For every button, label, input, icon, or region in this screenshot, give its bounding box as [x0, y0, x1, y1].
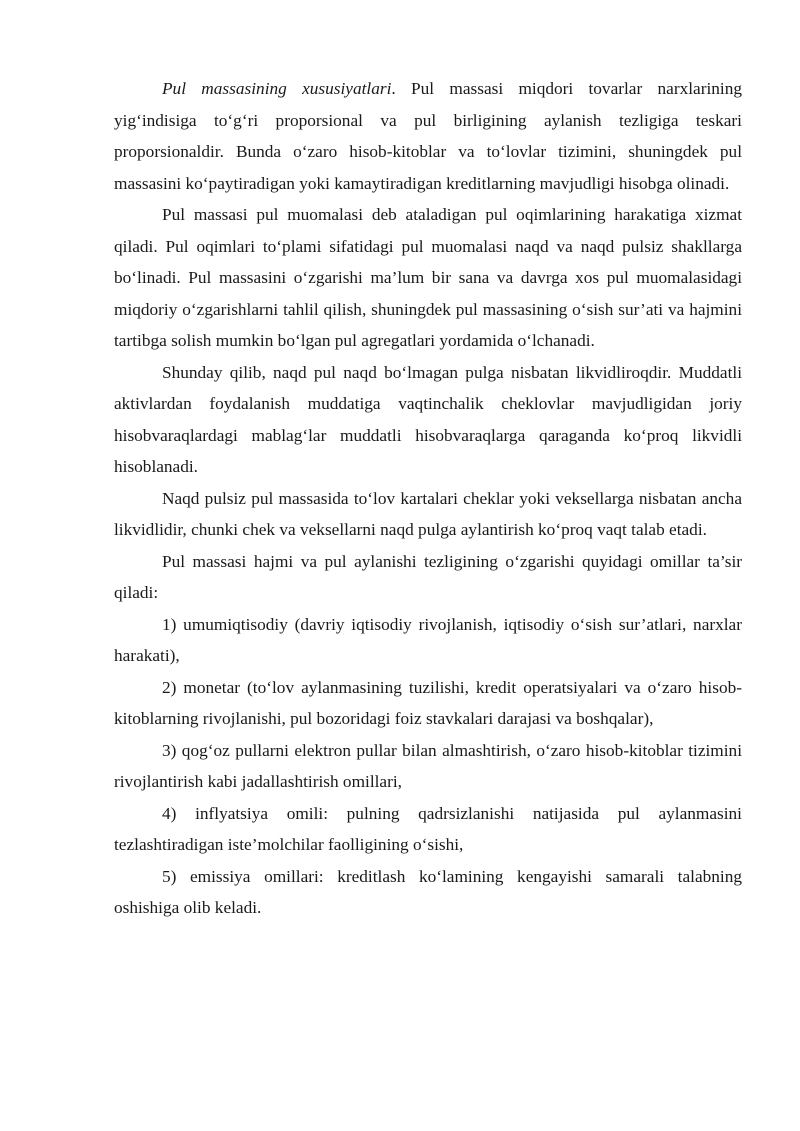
paragraph-pul-massasining-xususiyatlari [114, 73, 742, 199]
paragraph-pul-muomalasi: Pul massasi pul muomalasi deb ataladigan pul oqimlarining harakatiga xizmat qiladi. Pul oqimlari to‘plami sifatidagi pul muomalasi naqd va naqd pulsiz shakllarga bo‘linadi. Pul massasini o‘zgarishi ma’lum bir sana va davrga xos pul muomalasidagi miqdoriy o‘zgarishlarni tahlil qilish, shuningdek pul massasining o‘sish sur’ati va hajmini tartibga solish mumkin bo‘lgan pul agregatlari yordamida o‘lchanadi. [114, 205, 742, 350]
paragraph-text: . Pul massasi miqdori tovarlar narxlarining yig‘indisiga to‘g‘ri proporsional va pul birligining aylanish tezligiga teskari proporsionaldir. Bunda o‘zaro hisob-kitoblar va to‘lovlar tizimini, shuningdek pul massasini ko‘paytiradigan yoki kamaytiradigan kreditlarning mavjudligi hisobga olinadi. [114, 79, 742, 193]
list-item-5: 5) emissiya omillari: kreditlash ko‘lamining kengayishi samarali talabning oshishiga olib keladi. [114, 866, 742, 917]
paragraph-lead-italic: Pul massasining xususiyatlari [162, 79, 392, 98]
list-item-2: 2) monetar (to‘lov aylanmasining tuzilishi, kredit operatsiyalari va o‘zaro hisob-kitoblarning rivojlanishi, pul bozoridagi foiz stavkalari darajasi va boshqalar), [114, 677, 742, 728]
paragraph-naqd-pulsiz: Naqd pulsiz pul massasida to‘lov kartalari cheklar yoki veksellarga nisbatan ancha likvidlidir, chunki chek va veksellarni naqd pulga aylantirish ko‘proq vaqt talab etadi. [114, 488, 742, 539]
paragraph-omillar-intro: Pul massasi hajmi va pul aylanishi tezligining o‘zgarishi quyidagi omillar ta’sir qiladi: [114, 551, 742, 602]
list-item-3: 3) qog‘oz pullarni elektron pullar bilan almashtirish, o‘zaro hisob-kitoblar tizimini rivojlantirish kabi jadallashtirish omillari, [114, 740, 742, 791]
document-page [114, 73, 742, 924]
paragraph-likvidlik: Shunday qilib, naqd pul naqd bo‘lmagan pulga nisbatan likvidliroqdir. Muddatli aktivlardan foydalanish muddatiga vaqtinchalik cheklovlar mavjudligidan joriy hisobvaraqlardagi mablag‘lar muddatli hisobvaraqlarga qaraganda ko‘proq likvidli hisoblanadi. [114, 362, 742, 476]
list-item-4: 4) inflyatsiya omili: pulning qadrsizlanishi natijasida pul aylanmasini tezlashtiradigan iste’molchilar faolligining o‘sishi, [114, 803, 742, 854]
list-item-1: 1) umumiqtisodiy (davriy iqtisodiy rivojlanish, iqtisodiy o‘sish sur’atlari, narxlar harakati), [114, 614, 742, 665]
